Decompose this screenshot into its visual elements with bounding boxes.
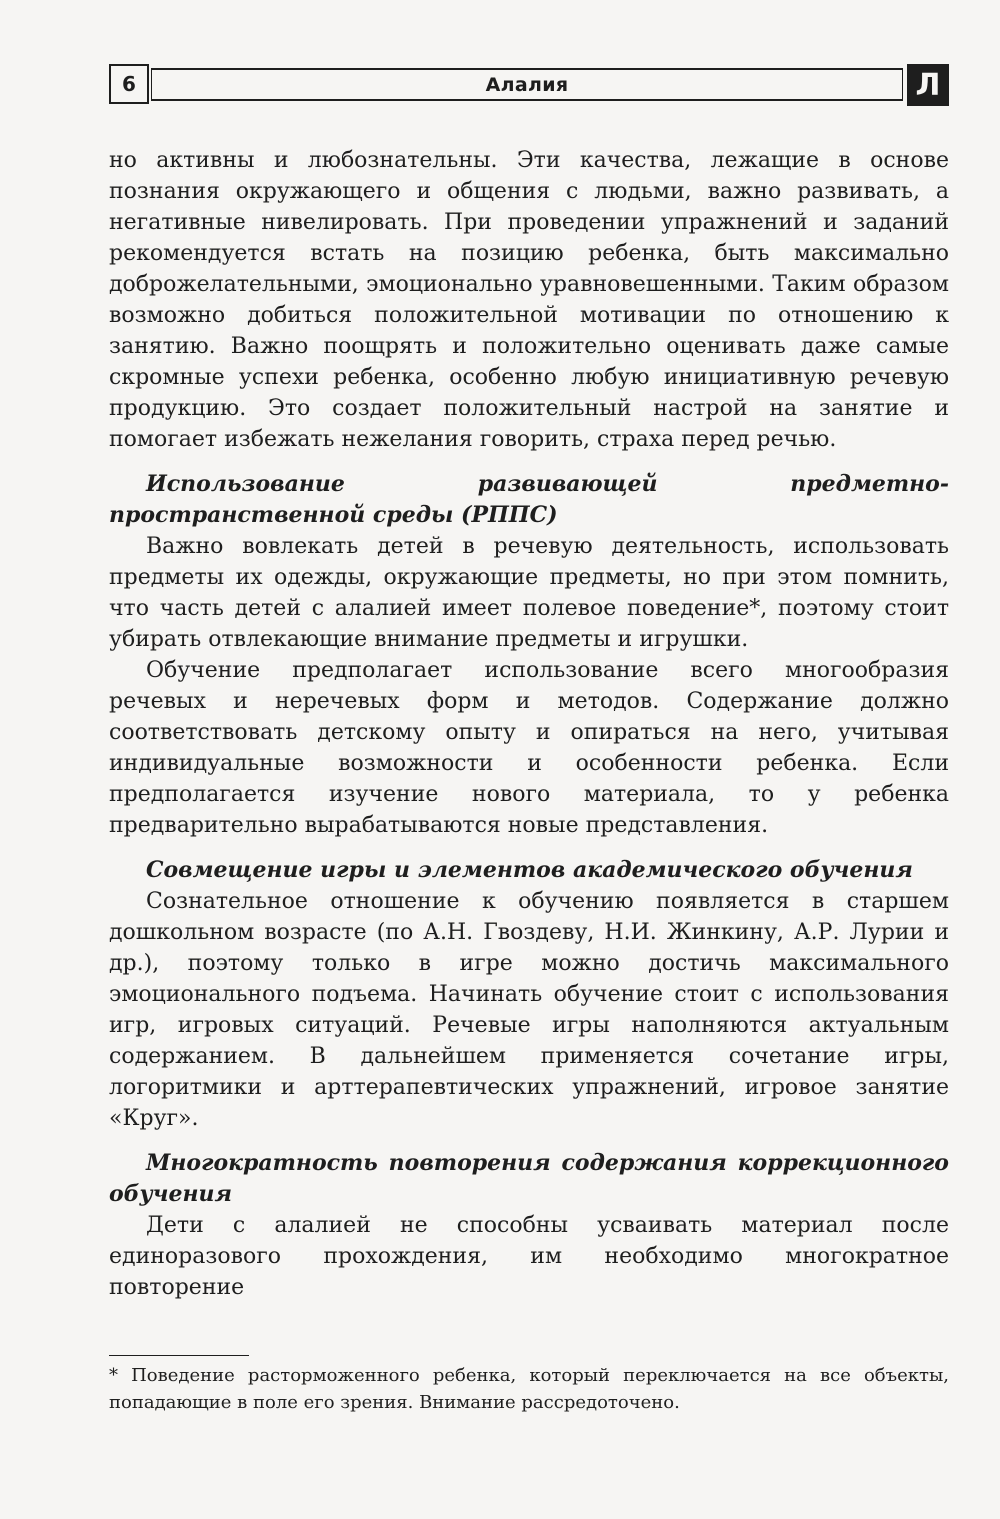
heading-repetition: Многократность повторения содержания коррекционного обучения xyxy=(109,1150,949,1207)
heading-rpps: Использование развивающей предметно-пространственной среды (РППС) xyxy=(109,471,949,528)
heading-game-academic: Совмещение игры и элементов академического обучения xyxy=(146,857,913,883)
footnote: * Поведение расторможенного ребенка, который переключается на все объекты, попадающие в поле его зрения. Внимание рассредоточено. xyxy=(109,1365,949,1413)
section-mark: Л xyxy=(907,64,949,106)
footnote-rule xyxy=(109,1355,249,1356)
running-title: Алалия xyxy=(151,68,903,101)
page-number: 6 xyxy=(109,64,149,104)
paragraph: Сознательное отношение к обучению появляется в старшем дошкольном возрасте (по А.Н. Гвоздеву, Н.И. Жинкину, А.Р. Лурии и др.), поэтому только в игре можно достичь максимального эмоционального подъема. Начинать обучение стоит с использования игр, игровых ситуаций. Речевые игры наполняются актуальным содержанием. В дальнейшем применяется сочетание игры, логоритмики и арттерапевтических упражнений, игровое занятие «Круг». xyxy=(109,889,949,1131)
page-body xyxy=(109,145,949,1303)
paragraph: Важно вовлекать детей в речевую деятельность, использовать предметы их одежды, окружающие предметы, но при этом помнить, что часть детей с алалией имеет полевое поведение*, поэтому стоит убирать отвлекающие внимание предметы и игрушки. xyxy=(109,534,949,652)
running-header xyxy=(109,64,949,104)
paragraph-continued: но активны и любознательны. Эти качества, лежащие в основе познания окружающего и общения с людьми, важно развивать, а негативные нивелировать. При проведении упражнений и заданий рекомендуется встать на позицию ребенка, быть максимально доброжелательными, эмоционально уравновешенными. Таким образом возможно добиться положительной мотивации по отношению к занятию. Важно поощрять и положительно оценивать даже самые скромные успехи ребенка, особенно любую инициативную речевую продукцию. Это создает положительный настрой на занятие и помогает избежать нежелания говорить, страха перед речью. xyxy=(109,148,949,452)
paragraph: Дети с алалией не способны усваивать материал после единоразового прохождения, им необходимо многократное повторение xyxy=(109,1213,949,1300)
paragraph: Обучение предполагает использование всего многообразия речевых и неречевых форм и методов. Содержание должно соответствовать детскому опыту и опираться на него, учитывая индивидуальные возможности и особенности ребенка. Если предполагается изучение нового материала, то у ребенка предварительно вырабатываются новые представления. xyxy=(109,658,949,838)
